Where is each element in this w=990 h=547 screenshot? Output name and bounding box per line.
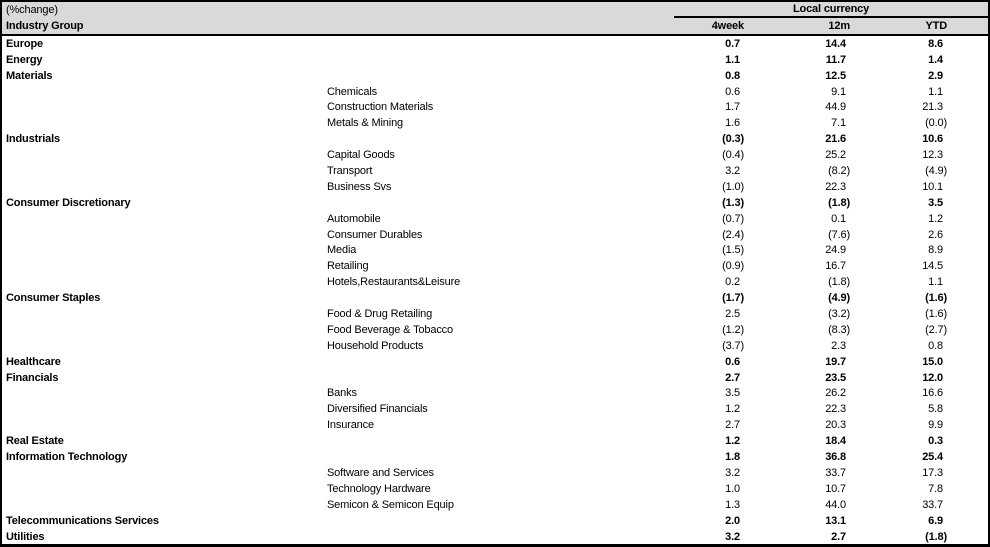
currency-group-label: Local currency — [674, 3, 988, 18]
industry-group-label: Healthcare — [2, 354, 662, 370]
value-cell-4week: (1.7) — [662, 290, 748, 306]
table-row — [2, 370, 990, 386]
value-cell-ytd: 1.4 — [854, 52, 951, 68]
header-row-columns — [2, 18, 990, 35]
industry-sub-label: Insurance — [2, 417, 662, 433]
value-cell-4week: 2.7 — [662, 370, 748, 386]
industry-group-label: Consumer Discretionary — [2, 195, 662, 211]
value-cell-4week: 1.7 — [662, 100, 748, 116]
industry-sub-label: Technology Hardware — [2, 481, 662, 497]
industry-sub-label: Automobile — [2, 211, 662, 227]
industry-group-column-header: Industry Group — [2, 18, 662, 35]
value-cell-4week: 1.8 — [662, 449, 748, 465]
row-spacer-cell — [951, 68, 990, 84]
table-row — [2, 354, 990, 370]
industry-group-label: Industrials — [2, 131, 662, 147]
header-spacer-cell — [951, 18, 990, 35]
value-cell-4week: 3.5 — [662, 386, 748, 402]
value-cell-4week: 1.6 — [662, 115, 748, 131]
row-spacer-cell — [951, 401, 990, 417]
value-cell-12m: 23.5 — [748, 370, 854, 386]
value-cell-ytd: (1.8) — [854, 529, 951, 545]
value-cell-12m: 20.3 — [748, 417, 854, 433]
value-cell-12m: 19.7 — [748, 354, 854, 370]
value-cell-12m: (4.9) — [748, 290, 854, 306]
value-cell-12m: 14.4 — [748, 35, 854, 52]
value-cell-12m: (3.2) — [748, 306, 854, 322]
value-cell-ytd: 3.5 — [854, 195, 951, 211]
row-spacer-cell — [951, 481, 990, 497]
value-cell-4week: 2.0 — [662, 513, 748, 529]
value-cell-12m: 22.3 — [748, 179, 854, 195]
value-cell-ytd: 17.3 — [854, 465, 951, 481]
table-row — [2, 481, 990, 497]
column-header-4week: 4week — [662, 18, 748, 35]
currency-group-header-cell — [662, 2, 990, 18]
row-spacer-cell — [951, 370, 990, 386]
value-cell-4week: (1.3) — [662, 195, 748, 211]
industry-sub-label: Diversified Financials — [2, 401, 662, 417]
industry-group-label: Telecommunications Services — [2, 513, 662, 529]
industry-sub-label: Retailing — [2, 258, 662, 274]
row-spacer-cell — [951, 386, 990, 402]
value-cell-ytd: 7.8 — [854, 481, 951, 497]
table-row — [2, 322, 990, 338]
table-row — [2, 163, 990, 179]
table-row — [2, 274, 990, 290]
value-cell-12m: 7.1 — [748, 115, 854, 131]
table-row — [2, 417, 990, 433]
value-cell-4week: 1.0 — [662, 481, 748, 497]
value-cell-4week: 0.2 — [662, 274, 748, 290]
table-body — [2, 35, 990, 545]
value-cell-4week: 2.5 — [662, 306, 748, 322]
industry-sub-label: Business Svs — [2, 179, 662, 195]
value-cell-12m: 2.3 — [748, 338, 854, 354]
value-cell-ytd: (2.7) — [854, 322, 951, 338]
value-cell-4week: (0.4) — [662, 147, 748, 163]
value-cell-ytd: 10.1 — [854, 179, 951, 195]
row-spacer-cell — [951, 306, 990, 322]
row-spacer-cell — [951, 417, 990, 433]
value-cell-12m: (7.6) — [748, 227, 854, 243]
value-cell-4week: (0.3) — [662, 131, 748, 147]
value-cell-12m: 2.7 — [748, 529, 854, 545]
column-header-ytd: YTD — [854, 18, 951, 35]
value-cell-12m: 12.5 — [748, 68, 854, 84]
value-cell-ytd: (0.0) — [854, 115, 951, 131]
value-cell-12m: 16.7 — [748, 258, 854, 274]
row-spacer-cell — [951, 179, 990, 195]
row-spacer-cell — [951, 100, 990, 116]
column-header-12m: 12m — [748, 18, 854, 35]
value-cell-4week: (0.9) — [662, 258, 748, 274]
industry-group-label: Energy — [2, 52, 662, 68]
row-spacer-cell — [951, 274, 990, 290]
industry-group-label: Real Estate — [2, 433, 662, 449]
value-cell-4week: 1.3 — [662, 497, 748, 513]
value-cell-ytd: 0.3 — [854, 433, 951, 449]
industry-sub-label: Media — [2, 243, 662, 259]
row-spacer-cell — [951, 290, 990, 306]
value-cell-ytd: (4.9) — [854, 163, 951, 179]
table-row — [2, 497, 990, 513]
value-cell-ytd: (1.6) — [854, 306, 951, 322]
industry-sub-label: Software and Services — [2, 465, 662, 481]
industry-sub-label: Construction Materials — [2, 100, 662, 116]
table-row — [2, 290, 990, 306]
table-row — [2, 115, 990, 131]
table-row — [2, 258, 990, 274]
row-spacer-cell — [951, 163, 990, 179]
row-spacer-cell — [951, 195, 990, 211]
industry-sub-label: Transport — [2, 163, 662, 179]
value-cell-4week: 2.7 — [662, 417, 748, 433]
row-spacer-cell — [951, 52, 990, 68]
row-spacer-cell — [951, 465, 990, 481]
value-cell-12m: 25.2 — [748, 147, 854, 163]
table-row — [2, 465, 990, 481]
table-row — [2, 179, 990, 195]
value-cell-12m: 44.9 — [748, 100, 854, 116]
value-cell-ytd: 25.4 — [854, 449, 951, 465]
row-spacer-cell — [951, 84, 990, 100]
value-cell-4week: 3.2 — [662, 529, 748, 545]
value-cell-ytd: 2.9 — [854, 68, 951, 84]
table-row — [2, 513, 990, 529]
value-cell-12m: 9.1 — [748, 84, 854, 100]
table-row — [2, 529, 990, 545]
value-cell-12m: 21.6 — [748, 131, 854, 147]
row-spacer-cell — [951, 529, 990, 545]
value-cell-12m: 11.7 — [748, 52, 854, 68]
header-row-currency — [2, 2, 990, 18]
table-row — [2, 338, 990, 354]
value-cell-4week: 0.7 — [662, 35, 748, 52]
value-cell-ytd: 0.8 — [854, 338, 951, 354]
table-row — [2, 243, 990, 259]
industry-sub-label: Food Beverage & Tobacco — [2, 322, 662, 338]
value-cell-12m: 0.1 — [748, 211, 854, 227]
row-spacer-cell — [951, 449, 990, 465]
value-cell-12m: 13.1 — [748, 513, 854, 529]
value-cell-ytd: 5.8 — [854, 401, 951, 417]
row-spacer-cell — [951, 354, 990, 370]
industry-sub-label: Banks — [2, 386, 662, 402]
table-row — [2, 100, 990, 116]
value-cell-4week: 0.8 — [662, 68, 748, 84]
row-spacer-cell — [951, 497, 990, 513]
row-spacer-cell — [951, 211, 990, 227]
industry-group-label: Financials — [2, 370, 662, 386]
value-cell-12m: (8.3) — [748, 322, 854, 338]
industry-group-label: Utilities — [2, 529, 662, 545]
value-cell-4week: 0.6 — [662, 354, 748, 370]
value-cell-12m: 18.4 — [748, 433, 854, 449]
row-spacer-cell — [951, 433, 990, 449]
industry-sub-label: Food & Drug Retailing — [2, 306, 662, 322]
value-cell-12m: 44.0 — [748, 497, 854, 513]
table-row — [2, 195, 990, 211]
industry-performance-table — [2, 2, 990, 545]
table-row — [2, 386, 990, 402]
value-cell-ytd: 6.9 — [854, 513, 951, 529]
value-cell-4week: (2.4) — [662, 227, 748, 243]
industry-sub-label: Metals & Mining — [2, 115, 662, 131]
row-spacer-cell — [951, 513, 990, 529]
value-cell-ytd: 10.6 — [854, 131, 951, 147]
value-cell-ytd: (1.6) — [854, 290, 951, 306]
value-cell-ytd: 2.6 — [854, 227, 951, 243]
table-row — [2, 433, 990, 449]
table-row — [2, 84, 990, 100]
value-cell-12m: (1.8) — [748, 195, 854, 211]
value-cell-4week: 3.2 — [662, 465, 748, 481]
value-cell-ytd: 12.0 — [854, 370, 951, 386]
table-row — [2, 211, 990, 227]
table-row — [2, 147, 990, 163]
table-row — [2, 401, 990, 417]
value-cell-12m: 10.7 — [748, 481, 854, 497]
row-spacer-cell — [951, 338, 990, 354]
industry-group-label: Consumer Staples — [2, 290, 662, 306]
value-cell-ytd: 1.1 — [854, 274, 951, 290]
table-row — [2, 35, 990, 52]
value-cell-4week: (3.7) — [662, 338, 748, 354]
value-cell-12m: 26.2 — [748, 386, 854, 402]
industry-sub-label: Chemicals — [2, 84, 662, 100]
industry-group-label: Information Technology — [2, 449, 662, 465]
table-row — [2, 131, 990, 147]
industry-sub-label: Consumer Durables — [2, 227, 662, 243]
table-header — [2, 2, 990, 35]
industry-group-label: Europe — [2, 35, 662, 52]
value-cell-4week: 1.2 — [662, 401, 748, 417]
value-cell-ytd: 12.3 — [854, 147, 951, 163]
industry-sub-label: Hotels,Restaurants&Leisure — [2, 274, 662, 290]
value-cell-4week: (0.7) — [662, 211, 748, 227]
row-spacer-cell — [951, 258, 990, 274]
row-spacer-cell — [951, 131, 990, 147]
value-cell-4week: 0.6 — [662, 84, 748, 100]
row-spacer-cell — [951, 147, 990, 163]
industry-sub-label: Semicon & Semicon Equip — [2, 497, 662, 513]
value-cell-12m: (1.8) — [748, 274, 854, 290]
value-cell-ytd: 33.7 — [854, 497, 951, 513]
industry-sub-label: Household Products — [2, 338, 662, 354]
value-cell-12m: (8.2) — [748, 163, 854, 179]
value-cell-4week: 1.1 — [662, 52, 748, 68]
value-cell-ytd: 9.9 — [854, 417, 951, 433]
row-spacer-cell — [951, 227, 990, 243]
unit-label: (%change) — [2, 2, 662, 18]
value-cell-4week: 1.2 — [662, 433, 748, 449]
value-cell-12m: 22.3 — [748, 401, 854, 417]
table-row — [2, 449, 990, 465]
value-cell-ytd: 8.6 — [854, 35, 951, 52]
table-row — [2, 52, 990, 68]
row-spacer-cell — [951, 115, 990, 131]
industry-group-label: Materials — [2, 68, 662, 84]
value-cell-ytd: 15.0 — [854, 354, 951, 370]
table-row — [2, 68, 990, 84]
value-cell-4week: 3.2 — [662, 163, 748, 179]
industry-sub-label: Capital Goods — [2, 147, 662, 163]
value-cell-ytd: 21.3 — [854, 100, 951, 116]
value-cell-ytd: 14.5 — [854, 258, 951, 274]
value-cell-ytd: 1.2 — [854, 211, 951, 227]
value-cell-ytd: 8.9 — [854, 243, 951, 259]
table-row — [2, 227, 990, 243]
row-spacer-cell — [951, 322, 990, 338]
value-cell-ytd: 16.6 — [854, 386, 951, 402]
row-spacer-cell — [951, 243, 990, 259]
table-row — [2, 306, 990, 322]
row-spacer-cell — [951, 35, 990, 52]
value-cell-12m: 33.7 — [748, 465, 854, 481]
value-cell-4week: (1.5) — [662, 243, 748, 259]
value-cell-4week: (1.2) — [662, 322, 748, 338]
value-cell-12m: 36.8 — [748, 449, 854, 465]
value-cell-4week: (1.0) — [662, 179, 748, 195]
value-cell-12m: 24.9 — [748, 243, 854, 259]
value-cell-ytd: 1.1 — [854, 84, 951, 100]
